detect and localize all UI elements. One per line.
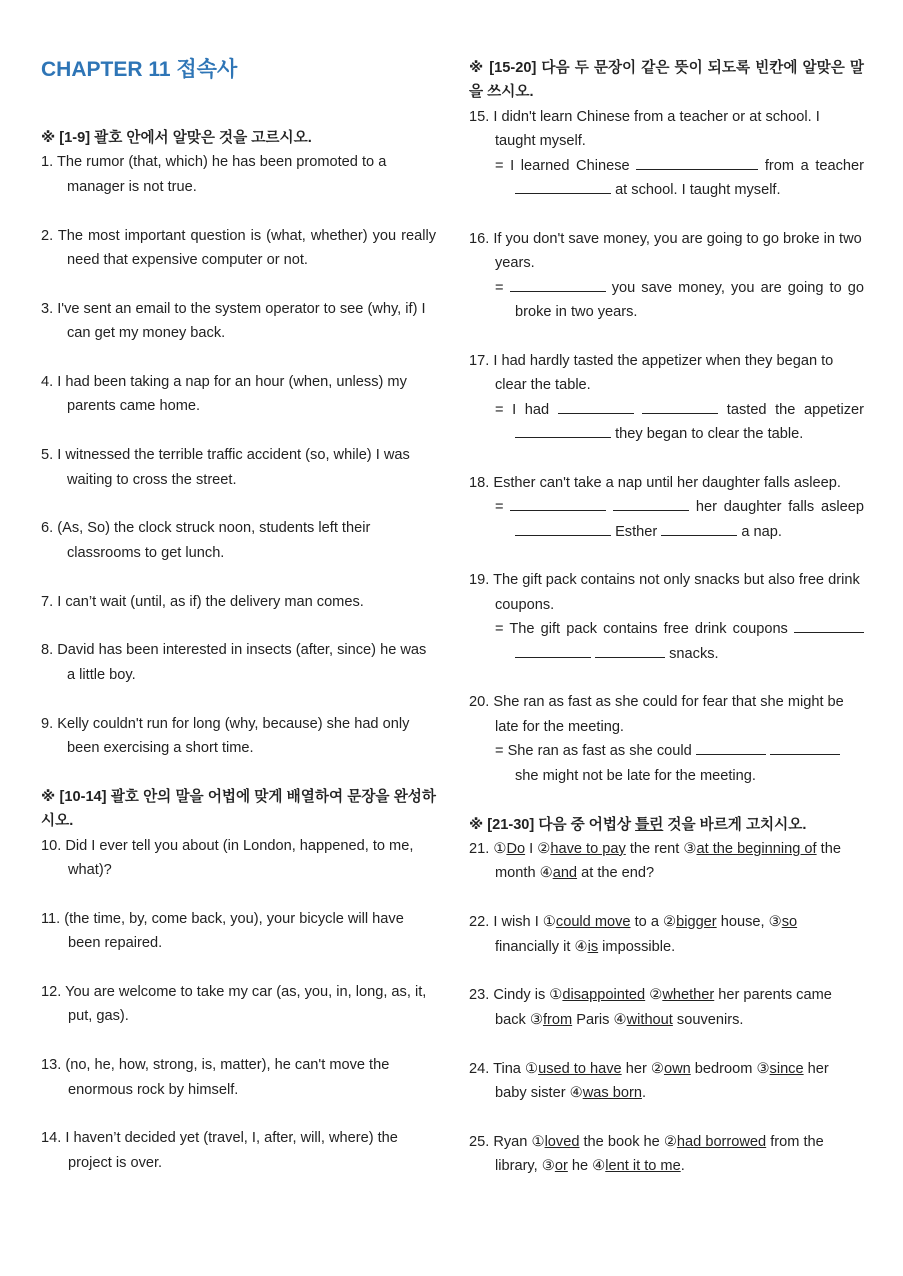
answer-blank[interactable] — [515, 521, 611, 536]
right-column — [469, 56, 864, 1179]
question-15 — [469, 105, 864, 203]
question-17-stem: 17. I had hardly tasted the appetizer when they began to clear the table. — [469, 352, 834, 394]
q22-text: house, ③ — [716, 914, 782, 931]
answer-blank[interactable] — [558, 399, 634, 414]
q22-text: 22. I wish I ① — [469, 914, 556, 931]
q23-text: souvenirs. — [672, 1011, 744, 1028]
question-12: 12. You are welcome to take my car (as, you, in, long, as, it, put, gas). — [41, 984, 427, 1025]
question-19 — [469, 568, 864, 666]
question-3: 3. I've sent an email to the system operator to see (why, if) I can get my money back. — [41, 300, 426, 342]
section-heading-21-30-emph: 틀린 — [635, 816, 664, 833]
q23-text: 23. Cindy is ① — [469, 987, 563, 1004]
chapter-title: CHAPTER 11 접속사 — [41, 58, 238, 81]
question-20 — [469, 690, 864, 788]
question-4: 4. I had been taking a nap for an hour (when, unless) my parents came home. — [41, 374, 407, 415]
q23-underline-4: without — [626, 1011, 673, 1028]
question-20-stem: 20. She ran as fast as she could for fear that she might be late for the meeting. — [469, 694, 844, 735]
section-heading-21-30 — [469, 813, 864, 837]
q22-text: financially it ④ — [495, 938, 588, 955]
answer-blank[interactable] — [636, 155, 758, 170]
q17-answer-text-3: they began to clear the table. — [615, 426, 804, 443]
q15-answer-text-1: = I learned Chinese — [495, 157, 630, 174]
question-17 — [469, 349, 864, 447]
q21-text: I ② — [525, 840, 551, 857]
question-25 — [469, 1130, 864, 1179]
section-heading-1-9: ※ [1-9] 괄호 안에서 알맞은 것을 고르시오. — [41, 130, 312, 146]
q25-text: 25. Ryan ① — [469, 1133, 545, 1150]
question-9: 9. Kelly couldn't run for long (why, because) she had only been exercising a short time. — [41, 715, 410, 757]
answer-blank[interactable] — [595, 643, 665, 658]
q16-answer-text-2: you save money, you are going to go broke in two years. — [515, 279, 865, 321]
q23-underline-1: disappointed — [562, 987, 646, 1004]
q19-answer-text-1: = The gift pack contains free drink coupons — [495, 621, 788, 638]
q23-text: Paris ④ — [572, 1011, 627, 1028]
question-15-stem: 15. I didn't learn Chinese from a teacher or at school. I taught myself. — [469, 108, 820, 150]
q21-underline-2: have to pay — [550, 840, 626, 857]
answer-blank[interactable] — [661, 521, 737, 536]
q24-text: bedroom ③ — [690, 1060, 770, 1077]
answer-blank[interactable] — [515, 423, 611, 438]
question-6: 6. (As, So) the clock struck noon, students left their classrooms to get lunch. — [41, 520, 371, 561]
answer-blank[interactable] — [770, 740, 840, 755]
question-13: 13. (no, he, how, strong, is, matter), he can't move the enormous rock by himself. — [41, 1057, 390, 1098]
q23-text: her parents came back ③ — [495, 987, 832, 1028]
left-column — [41, 56, 436, 1175]
question-23 — [469, 983, 864, 1032]
question-8: 8. David has been interested in insects (after, since) he was a little boy. — [41, 642, 427, 683]
answer-blank[interactable] — [510, 277, 606, 292]
question-16 — [469, 227, 864, 325]
question-19-stem: 19. The gift pack contains not only snacks but also free drink coupons. — [469, 572, 860, 613]
question-17-answer — [469, 398, 864, 447]
q24-text: her baby sister ④ — [495, 1060, 829, 1101]
question-16-stem: 16. If you don't save money, you are going to go broke in two years. — [469, 230, 862, 272]
answer-blank[interactable] — [613, 496, 689, 511]
q21-text: the rent ③ — [625, 840, 697, 857]
q22-text: to a ② — [630, 914, 677, 931]
question-7: 7. I can’t wait (until, as if) the delivery man comes. — [41, 593, 364, 610]
q19-answer-text-2: snacks. — [669, 645, 719, 662]
q24-underline-1: used to have — [538, 1060, 622, 1077]
q15-answer-text-2: from a teacher — [764, 157, 865, 174]
q24-text: . — [641, 1084, 646, 1101]
question-15-answer — [469, 154, 864, 203]
answer-blank[interactable] — [515, 643, 591, 658]
question-11: 11. (the time, by, come back, you), your bicycle will have been repaired. — [41, 910, 404, 952]
question-2: 2. The most important question is (what, whether) you really need that expensive computer or not. — [41, 227, 436, 269]
answer-blank[interactable] — [642, 399, 718, 414]
section-heading-21-30-pre: ※ [21-30] 다음 중 어법상 — [469, 816, 636, 833]
question-18 — [469, 471, 864, 544]
q23-text: ② — [645, 987, 663, 1004]
q21-underline-4: and — [552, 865, 578, 882]
question-19-answer — [469, 617, 864, 666]
question-5: 5. I witnessed the terrible traffic accident (so, while) I was waiting to cross the street. — [41, 447, 410, 488]
q21-text: the month ④ — [495, 840, 841, 882]
q17-answer-text-2: tasted the appetizer — [726, 401, 865, 418]
q21-text: 21. ① — [469, 840, 507, 857]
question-10: 10. Did I ever tell you about (in London, happened, to me, what)? — [41, 837, 414, 879]
q23-underline-2: whether — [662, 987, 715, 1004]
question-1: 1. The rumor (that, which) he has been promoted to a manager is not true. — [41, 154, 387, 195]
q20-answer-text-1: = She ran as fast as she could — [495, 743, 692, 760]
q25-text: he ④ — [567, 1158, 606, 1175]
q21-text: at the end? — [577, 865, 655, 882]
q25-text: the book he ② — [579, 1133, 677, 1150]
q18-answer-text-4: a nap. — [741, 523, 782, 540]
section-heading-10-14: ※ [10-14] 괄호 안의 말을 어법에 맞게 배열하여 문장을 완성하시오. — [41, 788, 436, 830]
q24-text: 24. Tina ① — [469, 1060, 539, 1077]
q25-text: . — [680, 1158, 685, 1175]
q22-text: impossible. — [598, 938, 676, 955]
q22-underline-4: is — [587, 938, 599, 955]
q22-underline-1: could move — [555, 914, 631, 931]
question-14: 14. I haven’t decided yet (travel, I, after, will, where) the project is over. — [41, 1130, 398, 1171]
answer-blank[interactable] — [515, 179, 611, 194]
q20-answer-text-2: she might not be late for the meeting. — [515, 767, 756, 784]
answer-blank[interactable] — [510, 496, 606, 511]
question-18-answer — [469, 495, 864, 544]
q25-text: from the library, ③ — [495, 1133, 824, 1175]
q15-answer-text-3: at school. I taught myself. — [615, 182, 781, 199]
q22-underline-3: so — [781, 914, 798, 931]
question-21 — [469, 837, 864, 886]
q21-underline-1: Do — [506, 840, 526, 857]
question-20-answer — [469, 739, 864, 788]
section-heading-15-20: ※ [15-20] 다음 두 문장이 같은 뜻이 되도록 빈칸에 알맞은 말을 쓰시오. — [469, 60, 864, 101]
question-24 — [469, 1057, 864, 1106]
q24-underline-4: was born — [582, 1084, 642, 1101]
q22-underline-2: bigger — [676, 914, 717, 931]
q24-underline-3: since — [769, 1060, 804, 1077]
section-heading-21-30-post: 것을 바르게 고치시오. — [663, 816, 807, 833]
answer-blank[interactable] — [696, 740, 766, 755]
q21-underline-3: at the beginning of — [696, 840, 817, 857]
q25-underline-1: loved — [544, 1133, 580, 1150]
q24-text: her ② — [621, 1060, 664, 1077]
question-22 — [469, 910, 864, 959]
q25-underline-2: had borrowed — [676, 1133, 767, 1150]
q16-answer-text-1: = — [495, 279, 504, 296]
q18-answer-text-3: Esther — [615, 523, 658, 540]
question-18-stem: 18. Esther can't take a nap until her daughter falls asleep. — [469, 474, 841, 491]
q18-answer-text-2: her daughter falls asleep — [695, 499, 864, 516]
q24-underline-2: own — [663, 1060, 691, 1077]
q18-answer-text-1: = — [495, 499, 504, 516]
q25-underline-3: or — [554, 1158, 568, 1175]
q17-answer-text-1: = I had — [495, 401, 550, 418]
q23-underline-3: from — [542, 1011, 573, 1028]
answer-blank[interactable] — [794, 618, 864, 633]
question-16-answer — [469, 276, 864, 325]
q25-underline-4: lent it to me — [605, 1158, 681, 1175]
